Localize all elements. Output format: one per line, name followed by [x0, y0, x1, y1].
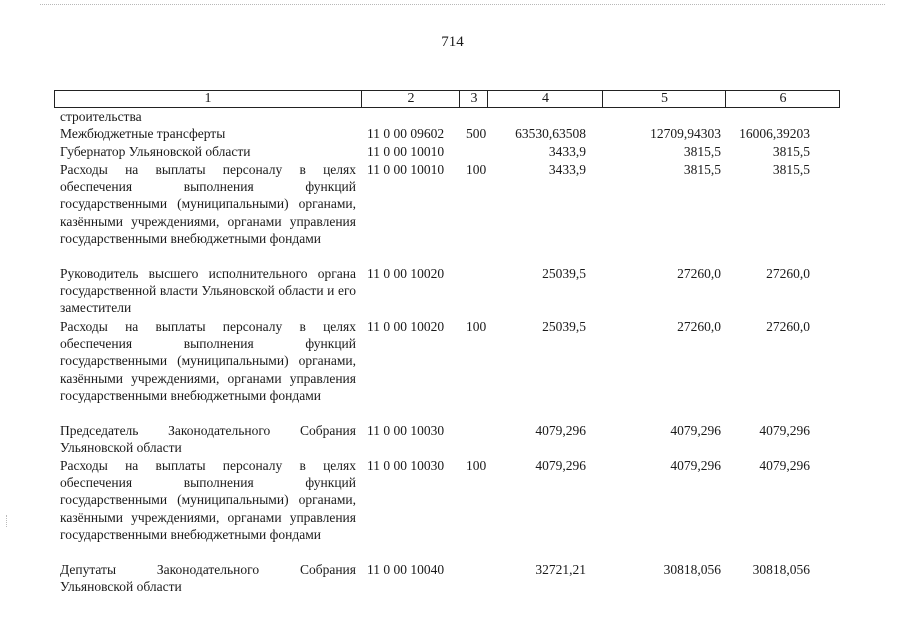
header-col-5: 5 — [602, 91, 726, 107]
row-value-4: 3433,9 — [548, 144, 586, 159]
row-name: Председатель Законодательного Собрания Ульяновской области — [60, 423, 356, 456]
header-col-6: 6 — [725, 91, 840, 107]
row-value-4: 4079,296 — [535, 423, 586, 438]
row-vr: 100 — [466, 162, 487, 177]
row-value-5: 3815,5 — [683, 162, 721, 177]
row-code: 11 0 00 09602 — [367, 126, 445, 141]
row-value-6: 30818,056 — [752, 562, 810, 577]
row-name: Расходы на выплаты персоналу в целях обеспечения выполнения функций государственными (муниципальными) органами, казёнными учреждениями, органами управления государственными внебюджетными фондами — [60, 319, 356, 403]
scan-artifact-top — [40, 4, 885, 7]
row-value-6: 16006,39203 — [739, 126, 810, 141]
row-value-4: 25039,5 — [542, 319, 586, 334]
row-code: 11 0 00 10030 — [367, 423, 445, 438]
row-code: 11 0 00 10010 — [367, 162, 445, 177]
row-name: Депутаты Законодательного Собрания Ульяновской области — [60, 562, 356, 595]
row-value-5: 27260,0 — [677, 319, 721, 334]
row-value-5: 4079,296 — [670, 458, 721, 473]
row-vr: 100 — [466, 458, 487, 473]
row-name: строительства — [60, 109, 142, 124]
row-name: Межбюджетные трансферты — [60, 126, 226, 141]
row-value-6: 4079,296 — [759, 458, 810, 473]
row-value-5: 4079,296 — [670, 423, 721, 438]
row-code: 11 0 00 10020 — [367, 266, 445, 281]
row-value-6: 27260,0 — [766, 319, 810, 334]
row-value-4: 3433,9 — [548, 162, 586, 177]
header-col-4: 4 — [487, 91, 603, 107]
row-code: 11 0 00 10020 — [367, 319, 445, 334]
row-value-6: 27260,0 — [766, 266, 810, 281]
row-value-4: 63530,63508 — [515, 126, 586, 141]
row-code: 11 0 00 10010 — [367, 144, 445, 159]
row-value-6: 3815,5 — [772, 162, 810, 177]
row-name: Расходы на выплаты персоналу в целях обеспечения выполнения функций государственными (муниципальными) органами, казёнными учреждениями, органами управления государственными внебюджетными фондами — [60, 162, 356, 246]
table-header — [54, 90, 840, 108]
row-value-6: 3815,5 — [772, 144, 810, 159]
row-value-5: 12709,94303 — [650, 126, 721, 141]
row-name: Руководитель высшего исполнительного органа государственной власти Ульяновской области и его заместители — [60, 266, 356, 316]
row-value-4: 32721,21 — [535, 562, 586, 577]
header-col-1: 1 — [204, 91, 212, 106]
row-value-5: 27260,0 — [677, 266, 721, 281]
row-vr: 100 — [466, 319, 487, 334]
row-value-6: 4079,296 — [759, 423, 810, 438]
row-value-4: 4079,296 — [535, 458, 586, 473]
row-value-5: 3815,5 — [683, 144, 721, 159]
page-number: 714 — [441, 34, 464, 50]
row-value-5: 30818,056 — [663, 562, 721, 577]
scan-margin-mark — [6, 515, 8, 527]
row-code: 11 0 00 10030 — [367, 458, 445, 473]
row-name: Расходы на выплаты персоналу в целях обеспечения выполнения функций государственными (муниципальными) органами, казёнными учреждениями, органами управления государственными внебюджетными фондами — [60, 458, 356, 542]
header-col-2: 2 — [361, 91, 460, 107]
row-name: Губернатор Ульяновской области — [60, 144, 251, 159]
row-value-4: 25039,5 — [542, 266, 586, 281]
header-col-3: 3 — [459, 91, 488, 107]
row-vr: 500 — [466, 126, 487, 141]
row-code: 11 0 00 10040 — [367, 562, 445, 577]
